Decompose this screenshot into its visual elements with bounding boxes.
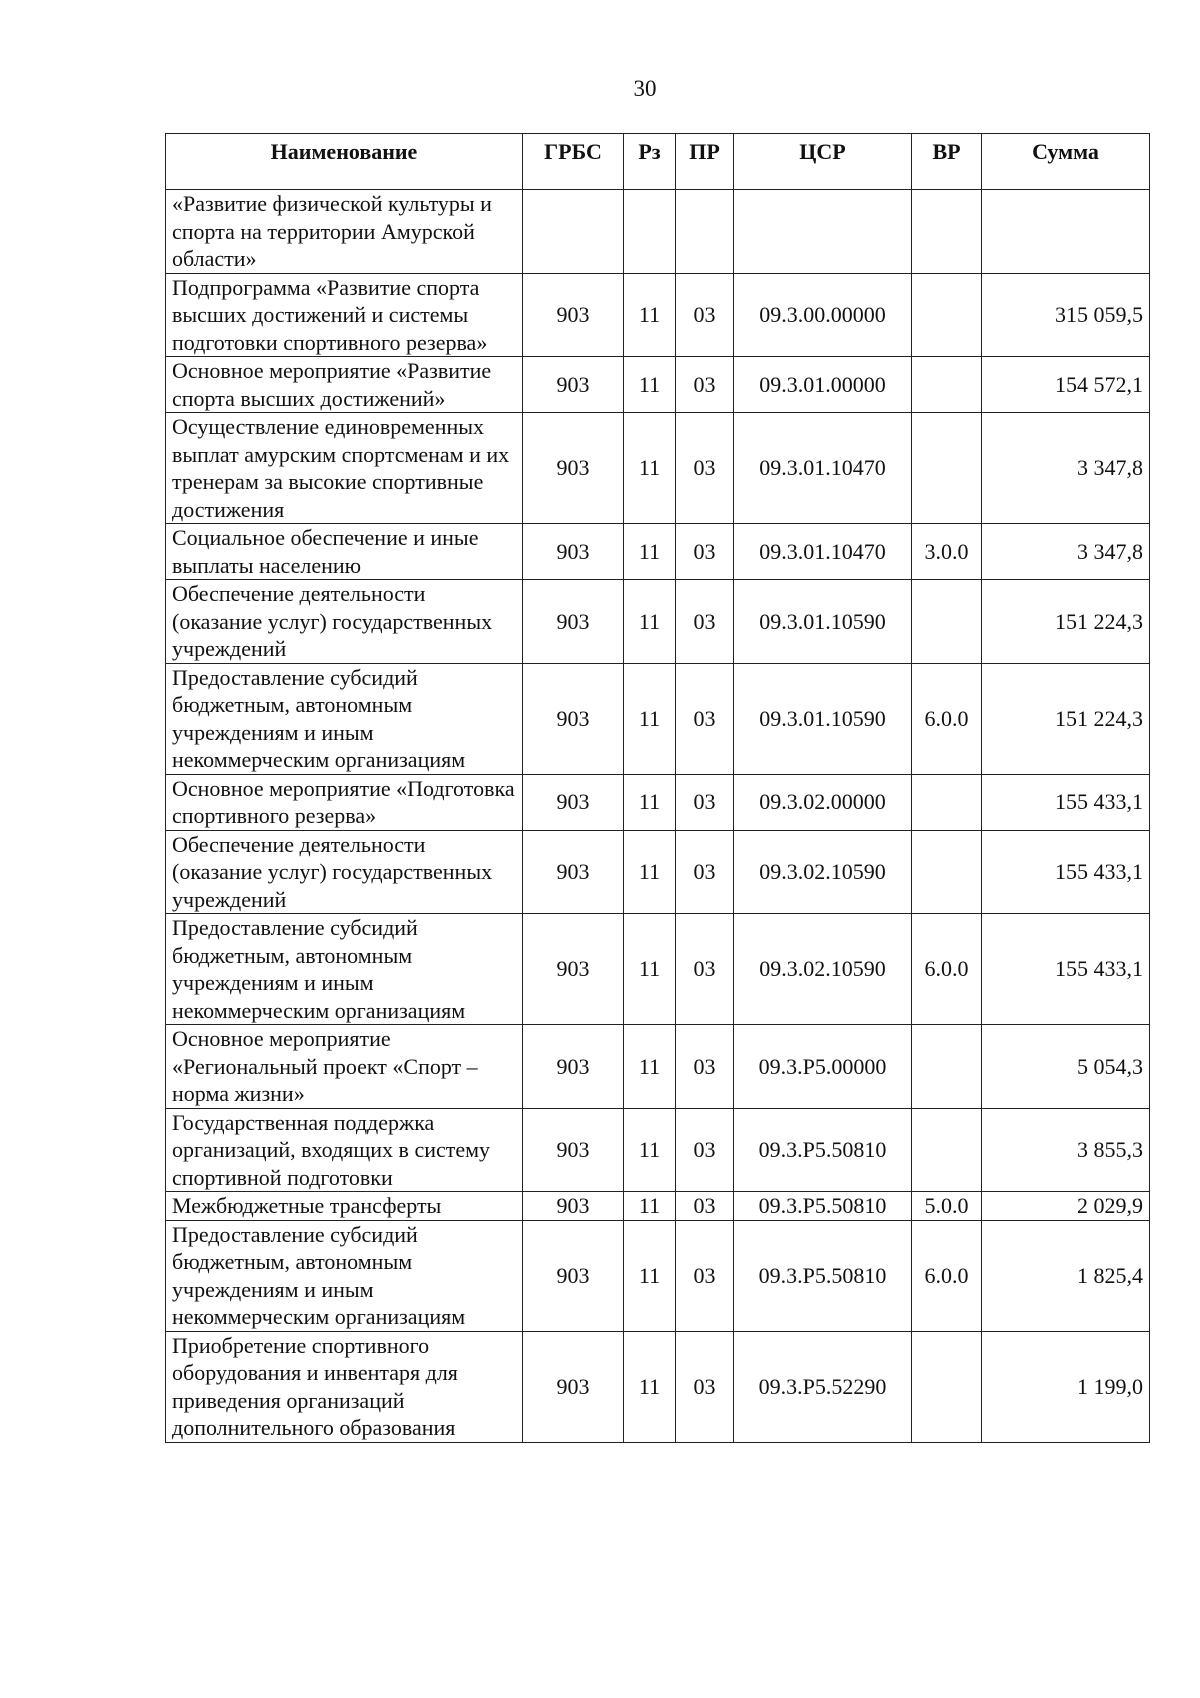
- row-pr: 03: [676, 914, 734, 1025]
- page-number: 30: [633, 76, 657, 101]
- row-csr: 09.3.01.10590: [734, 663, 912, 774]
- header-csr: ЦСР: [734, 134, 912, 190]
- row-sum: [982, 190, 1150, 274]
- row-name: Основное мероприятие «Подготовка спортивного резерва»: [166, 774, 523, 830]
- row-csr: 09.3.01.10470: [734, 524, 912, 580]
- row-name: Предоставление субсидий бюджетным, автономным учреждениям и иным некоммерческим организациям: [166, 914, 523, 1025]
- row-grbs: 903: [523, 524, 624, 580]
- row-sum: 151 224,3: [982, 580, 1150, 664]
- row-name: Основное мероприятие «Развитие спорта высших достижений»: [166, 357, 523, 413]
- row-pr: 03: [676, 774, 734, 830]
- row-pr: 03: [676, 524, 734, 580]
- row-csr: [734, 190, 912, 274]
- row-name: Предоставление субсидий бюджетным, автономным учреждениям и иным некоммерческим организациям: [166, 1220, 523, 1331]
- row-rz: 11: [624, 524, 676, 580]
- table-row: [166, 190, 1150, 274]
- row-sum: 155 433,1: [982, 830, 1150, 914]
- row-vr: [912, 413, 982, 524]
- row-rz: 11: [624, 273, 676, 357]
- row-sum: 151 224,3: [982, 663, 1150, 774]
- header-rz: Рз: [624, 134, 676, 190]
- row-csr: 09.3.00.00000: [734, 273, 912, 357]
- row-grbs: 903: [523, 1331, 624, 1442]
- header-sum: Сумма: [982, 134, 1150, 190]
- row-csr: 09.3.P5.52290: [734, 1331, 912, 1442]
- row-name: Основное мероприятие «Региональный проект «Спорт – норма жизни»: [166, 1025, 523, 1109]
- row-rz: 11: [624, 1331, 676, 1442]
- row-csr: 09.3.P5.00000: [734, 1025, 912, 1109]
- table-row: [166, 830, 1150, 914]
- row-vr: [912, 580, 982, 664]
- header-name: Наименование: [166, 134, 523, 190]
- row-sum: 155 433,1: [982, 774, 1150, 830]
- row-pr: 03: [676, 413, 734, 524]
- row-csr: 09.3.01.10590: [734, 580, 912, 664]
- row-rz: 11: [624, 1220, 676, 1331]
- row-grbs: 903: [523, 357, 624, 413]
- row-sum: 315 059,5: [982, 273, 1150, 357]
- table-row: [166, 580, 1150, 664]
- row-csr: 09.3.01.00000: [734, 357, 912, 413]
- table-row: [166, 413, 1150, 524]
- row-rz: 11: [624, 357, 676, 413]
- row-grbs: 903: [523, 1220, 624, 1331]
- row-rz: 11: [624, 413, 676, 524]
- row-rz: 11: [624, 914, 676, 1025]
- row-sum: 3 347,8: [982, 524, 1150, 580]
- row-csr: 09.3.02.10590: [734, 830, 912, 914]
- row-name: Подпрограмма «Развитие спорта высших достижений и системы подготовки спортивного резерва»: [166, 273, 523, 357]
- row-pr: 03: [676, 1331, 734, 1442]
- row-vr: [912, 357, 982, 413]
- row-name: Межбюджетные трансферты: [166, 1192, 523, 1221]
- row-vr: [912, 1025, 982, 1109]
- table-row: [166, 1108, 1150, 1192]
- row-grbs: 903: [523, 413, 624, 524]
- table-row: [166, 1192, 1150, 1221]
- row-vr: 6.0.0: [912, 1220, 982, 1331]
- row-csr: 09.3.02.10590: [734, 914, 912, 1025]
- row-name: Обеспечение деятельности (оказание услуг) государственных учреждений: [166, 830, 523, 914]
- row-grbs: 903: [523, 914, 624, 1025]
- row-pr: 03: [676, 830, 734, 914]
- row-vr: 5.0.0: [912, 1192, 982, 1221]
- table-row: [166, 774, 1150, 830]
- header-pr: ПР: [676, 134, 734, 190]
- row-sum: 3 347,8: [982, 413, 1150, 524]
- row-pr: 03: [676, 1108, 734, 1192]
- row-pr: 03: [676, 580, 734, 664]
- row-rz: 11: [624, 774, 676, 830]
- row-rz: 11: [624, 663, 676, 774]
- row-sum: 3 855,3: [982, 1108, 1150, 1192]
- table-row: [166, 1220, 1150, 1331]
- table-row: [166, 663, 1150, 774]
- row-name: Предоставление субсидий бюджетным, автономным учреждениям и иным некоммерческим организациям: [166, 663, 523, 774]
- row-vr: [912, 1331, 982, 1442]
- row-grbs: 903: [523, 1025, 624, 1109]
- row-grbs: 903: [523, 774, 624, 830]
- row-sum: 154 572,1: [982, 357, 1150, 413]
- row-csr: 09.3.P5.50810: [734, 1192, 912, 1221]
- row-vr: 6.0.0: [912, 914, 982, 1025]
- table-row: [166, 1331, 1150, 1442]
- table-header-row: [166, 134, 1150, 190]
- row-sum: 1 199,0: [982, 1331, 1150, 1442]
- row-grbs: 903: [523, 273, 624, 357]
- row-vr: [912, 830, 982, 914]
- row-csr: 09.3.02.00000: [734, 774, 912, 830]
- row-rz: 11: [624, 580, 676, 664]
- row-pr: 03: [676, 357, 734, 413]
- row-csr: 09.3.P5.50810: [734, 1108, 912, 1192]
- row-name: Обеспечение деятельности (оказание услуг) государственных учреждений: [166, 580, 523, 664]
- row-pr: 03: [676, 1192, 734, 1221]
- row-name: Социальное обеспечение и иные выплаты населению: [166, 524, 523, 580]
- row-vr: 6.0.0: [912, 663, 982, 774]
- row-name: Осуществление единовременных выплат амурским спортсменам и их тренерам за высокие спортивные достижения: [166, 413, 523, 524]
- row-sum: 2 029,9: [982, 1192, 1150, 1221]
- row-vr: [912, 190, 982, 274]
- table-row: [166, 524, 1150, 580]
- row-grbs: 903: [523, 1192, 624, 1221]
- row-csr: 09.3.01.10470: [734, 413, 912, 524]
- row-grbs: 903: [523, 1108, 624, 1192]
- row-sum: 1 825,4: [982, 1220, 1150, 1331]
- header-grbs: ГРБС: [523, 134, 624, 190]
- row-grbs: [523, 190, 624, 274]
- budget-table: [165, 133, 1150, 1443]
- row-grbs: 903: [523, 663, 624, 774]
- row-pr: 03: [676, 273, 734, 357]
- row-vr: [912, 1108, 982, 1192]
- row-rz: 11: [624, 1108, 676, 1192]
- row-vr: 3.0.0: [912, 524, 982, 580]
- row-grbs: 903: [523, 580, 624, 664]
- row-rz: [624, 190, 676, 274]
- row-sum: 5 054,3: [982, 1025, 1150, 1109]
- table-row: [166, 1025, 1150, 1109]
- table-row: [166, 914, 1150, 1025]
- row-vr: [912, 273, 982, 357]
- row-sum: 155 433,1: [982, 914, 1150, 1025]
- row-pr: 03: [676, 663, 734, 774]
- row-csr: 09.3.P5.50810: [734, 1220, 912, 1331]
- header-vr: ВР: [912, 134, 982, 190]
- row-rz: 11: [624, 830, 676, 914]
- table-row: [166, 357, 1150, 413]
- row-name: «Развитие физической культуры и спорта на территории Амурской области»: [166, 190, 523, 274]
- row-rz: 11: [624, 1192, 676, 1221]
- table-row: [166, 273, 1150, 357]
- row-name: Государственная поддержка организаций, входящих в систему спортивной подготовки: [166, 1108, 523, 1192]
- row-pr: [676, 190, 734, 274]
- row-pr: 03: [676, 1220, 734, 1331]
- row-pr: 03: [676, 1025, 734, 1109]
- row-grbs: 903: [523, 830, 624, 914]
- row-vr: [912, 774, 982, 830]
- row-rz: 11: [624, 1025, 676, 1109]
- row-name: Приобретение спортивного оборудования и инвентаря для приведения организаций дополнительного образования: [166, 1331, 523, 1442]
